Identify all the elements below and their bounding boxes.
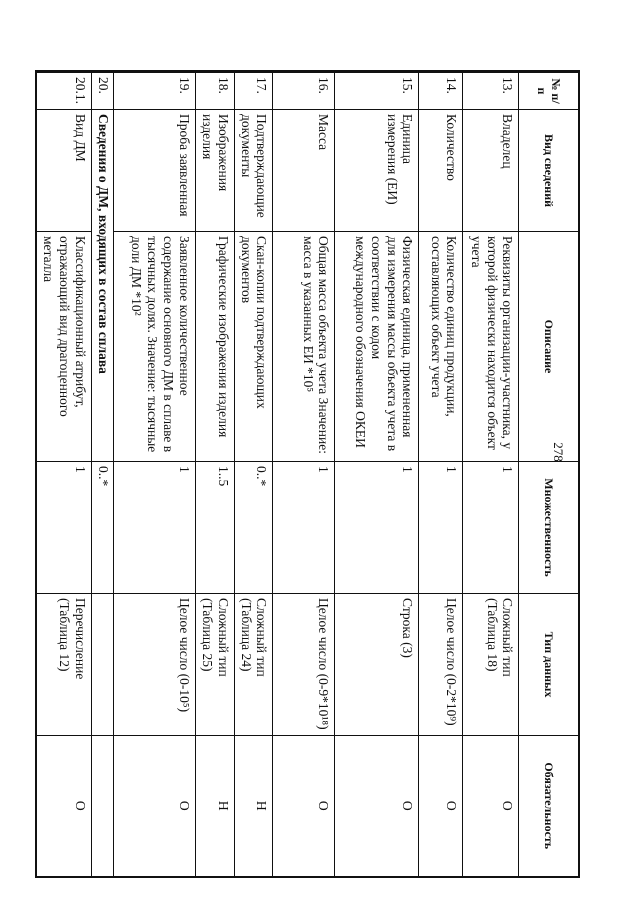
cell-num: 13. [463, 72, 519, 110]
table-row [113, 72, 195, 877]
table-header-row [519, 72, 579, 877]
cell-type: Целое число (0-9*10¹⁸) [273, 594, 335, 736]
table-row [36, 72, 91, 877]
cell-description: Заявленное количественное содержание основного ДМ в сплаве в тысячных долях. Значение: тысячные доли ДМ *10² [113, 232, 195, 462]
cell-num: 18. [195, 72, 234, 110]
cell-required: О [273, 736, 335, 877]
cell-description: Скан-копии подтверждающих документов [234, 232, 273, 462]
cell-required: Н [234, 736, 273, 877]
cell-required: Н [195, 736, 234, 877]
cell-name: Подтверждающие документы [234, 110, 273, 232]
cell-required: О [463, 736, 519, 877]
cell-multiplicity: 1 [273, 462, 335, 594]
cell-type: Сложный тип (Таблица 18) [463, 594, 519, 736]
section-title: Сведения о ДМ, входящих в состав сплава [91, 110, 113, 462]
table-row [195, 72, 234, 877]
header-type: Тип данных [519, 594, 579, 736]
cell-multiplicity: 1 [463, 462, 519, 594]
cell-num: 15. [335, 72, 419, 110]
table-row [335, 72, 419, 877]
cell-description: Количество единиц продукции, составляющих объект учета [419, 232, 463, 462]
table-section-row [91, 72, 113, 877]
cell-type [91, 594, 113, 736]
cell-name: Вид ДМ [36, 110, 91, 232]
cell-multiplicity: 1 [335, 462, 419, 594]
cell-name: Масса [273, 110, 335, 232]
header-required: Обязательность [519, 736, 579, 877]
cell-name: Единица измерения (ЕИ) [335, 110, 419, 232]
cell-required [91, 736, 113, 877]
cell-type: Целое число (0-2*10⁹) [419, 594, 463, 736]
cell-type: Строка (3) [335, 594, 419, 736]
table-row [234, 72, 273, 877]
cell-type: Сложный тип (Таблица 25) [195, 594, 234, 736]
header-num: № п/п [519, 72, 579, 110]
cell-num: 14. [419, 72, 463, 110]
header-name: Вид сведений [519, 110, 579, 232]
cell-multiplicity: 1 [36, 462, 91, 594]
data-table [35, 70, 580, 878]
cell-required: О [335, 736, 419, 877]
cell-name: Владелец [463, 110, 519, 232]
cell-multiplicity: 0..* [234, 462, 273, 594]
cell-description: Реквизиты организации-участника, у которой физически находится объект учета [463, 232, 519, 462]
cell-num: 20.1. [36, 72, 91, 110]
cell-description: Физическая единица, примененная для измерения массы объекта учета в соответствии с кодом международного обозначения ОКЕИ [335, 232, 419, 462]
cell-multiplicity: 1 [113, 462, 195, 594]
cell-multiplicity: 0..* [91, 462, 113, 594]
rotated-table-container [41, 70, 580, 875]
cell-required: О [419, 736, 463, 877]
table-row [273, 72, 335, 877]
cell-description: Общая масса объекта учета Значение: масса в указанных ЕИ *10⁵ [273, 232, 335, 462]
cell-required: О [36, 736, 91, 877]
cell-name: Количество [419, 110, 463, 232]
cell-num: 17. [234, 72, 273, 110]
cell-num: 20. [91, 72, 113, 110]
cell-type: Целое число (0-10⁵) [113, 594, 195, 736]
table-wrapper [41, 70, 580, 875]
page-number: 278 [551, 442, 566, 462]
cell-description: Графические изображения изделия [195, 232, 234, 462]
header-multiplicity: Множественность [519, 462, 579, 594]
table-row [463, 72, 519, 877]
cell-type: Сложный тип (Таблица 24) [234, 594, 273, 736]
cell-required: О [113, 736, 195, 877]
cell-type: Перечисление (Таблица 12) [36, 594, 91, 736]
table-row [419, 72, 463, 877]
cell-name: Изображения изделия [195, 110, 234, 232]
cell-num: 16. [273, 72, 335, 110]
cell-num: 19. [113, 72, 195, 110]
cell-description: Классификационный атрибут, отражающий вид драгоценного металла [36, 232, 91, 462]
cell-multiplicity: 1..5 [195, 462, 234, 594]
cell-multiplicity: 1 [419, 462, 463, 594]
header-description: Описание [519, 232, 579, 462]
cell-name: Проба заявленная [113, 110, 195, 232]
